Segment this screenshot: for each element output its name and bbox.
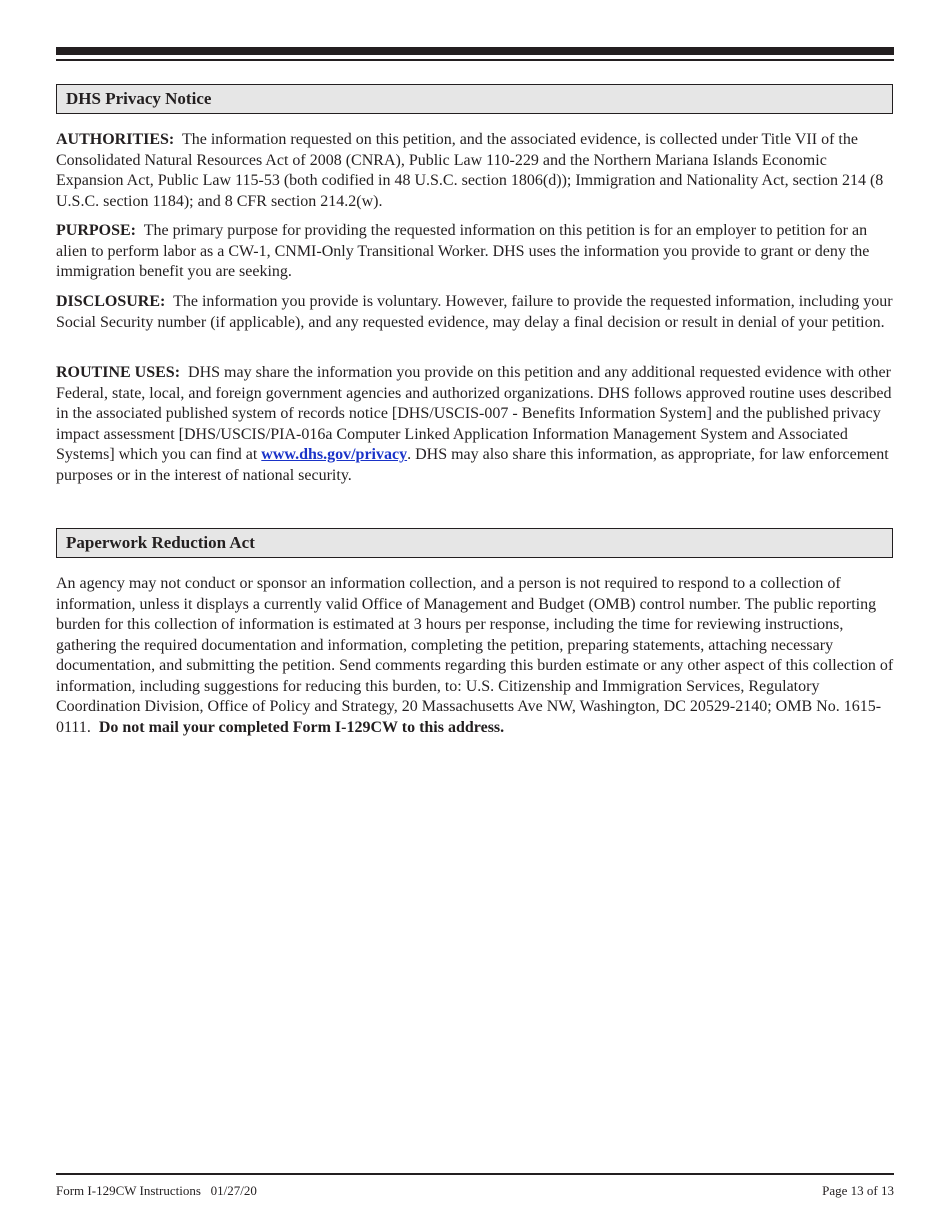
disclosure-label: DISCLOSURE: bbox=[56, 293, 166, 310]
purpose-label: PURPOSE: bbox=[56, 222, 136, 239]
footer-rule bbox=[56, 1173, 894, 1175]
paperwork-text: An agency may not conduct or sponsor an information collection, and a person is not required to respond to a collection of information, unless it displays a currently valid Office of Management and Budget (OMB) control number. The public reporting burden for this collection of information is estimated at 3 hours per response, including the time for reviewing instructions, gathering the required documentation and information, completing the petition, preparing statements, attaching necessary documentation, and submitting the petition. Send comments regarding this burden estimate or any other aspect of this collection of information, including suggestions for reducing this burden, to: U.S. Citizenship and Immigration Services, Regulatory Coordination Division, Office of Policy and Strategy, 20 Massachusetts Ave NW, Washington, DC 20529-2140; OMB No. 1615-0111. bbox=[56, 575, 894, 736]
disclosure-text: The information you provide is voluntary. However, failure to provide the requested information, including your Social Security number (if applicable), and any requested evidence, may delay a final decision or result in denial of your petition. bbox=[56, 293, 893, 331]
paperwork-paragraph bbox=[56, 574, 896, 738]
authorities-text: The information requested on this petition, and the associated evidence, is collected under Title VII of the Consolidated Natural Resources Act of 2008 (CNRA), Public Law 110-229 and the Northern Mariana Islands Economic Expansion Act, Public Law 115-53 (both codified in 48 U.S.C. section 1806(d)); Immigration and Nationality Act, section 214 (8 U.S.C. section 1184); and 8 CFR section 214.2(w). bbox=[56, 131, 884, 210]
footer-page-number: Page 13 of 13 bbox=[822, 1183, 894, 1198]
purpose-text: The primary purpose for providing the requested information on this petition is for an employer to petition for an alien to perform labor as a CW-1, CNMI-Only Transitional Worker. DHS uses the information you provide to grant or deny the immigration benefit you are seeking. bbox=[56, 222, 870, 280]
paperwork-bold-note: Do not mail your completed Form I-129CW to this address. bbox=[98, 718, 505, 736]
footer-form-id: Form I-129CW Instructions 01/27/20 bbox=[56, 1183, 257, 1198]
top-rule-thick bbox=[56, 47, 894, 55]
authorities-paragraph bbox=[56, 130, 896, 212]
top-rule-thin bbox=[56, 59, 894, 61]
routine-uses-paragraph bbox=[56, 363, 896, 486]
paperwork-reduction-header: Paperwork Reduction Act bbox=[56, 528, 893, 558]
routine-uses-label: ROUTINE USES: bbox=[56, 364, 181, 381]
dhs-privacy-link[interactable]: www.dhs.gov/privacy bbox=[261, 446, 408, 463]
privacy-notice-header: DHS Privacy Notice bbox=[56, 84, 893, 114]
routine-uses-text-after: . DHS may also share this information, as appropriate, for law enforcement purposes or in the interest of national security. bbox=[56, 446, 889, 484]
disclosure-paragraph bbox=[56, 292, 896, 333]
routine-uses-text: DHS may share the information you provide on this petition and any additional requested evidence with other Federal, state, local, and foreign government agencies and authorized organizations. DHS follows approved routine uses described in the associated published system of records notice [DHS/USCIS-007 - Benefits Information System] and the published privacy impact assessment [DHS/USCIS/PIA-016a Computer Linked Application Information Management System and Associated Systems] which you can find at bbox=[56, 364, 892, 463]
purpose-paragraph bbox=[56, 221, 896, 283]
authorities-label: AUTHORITIES: bbox=[56, 131, 175, 148]
